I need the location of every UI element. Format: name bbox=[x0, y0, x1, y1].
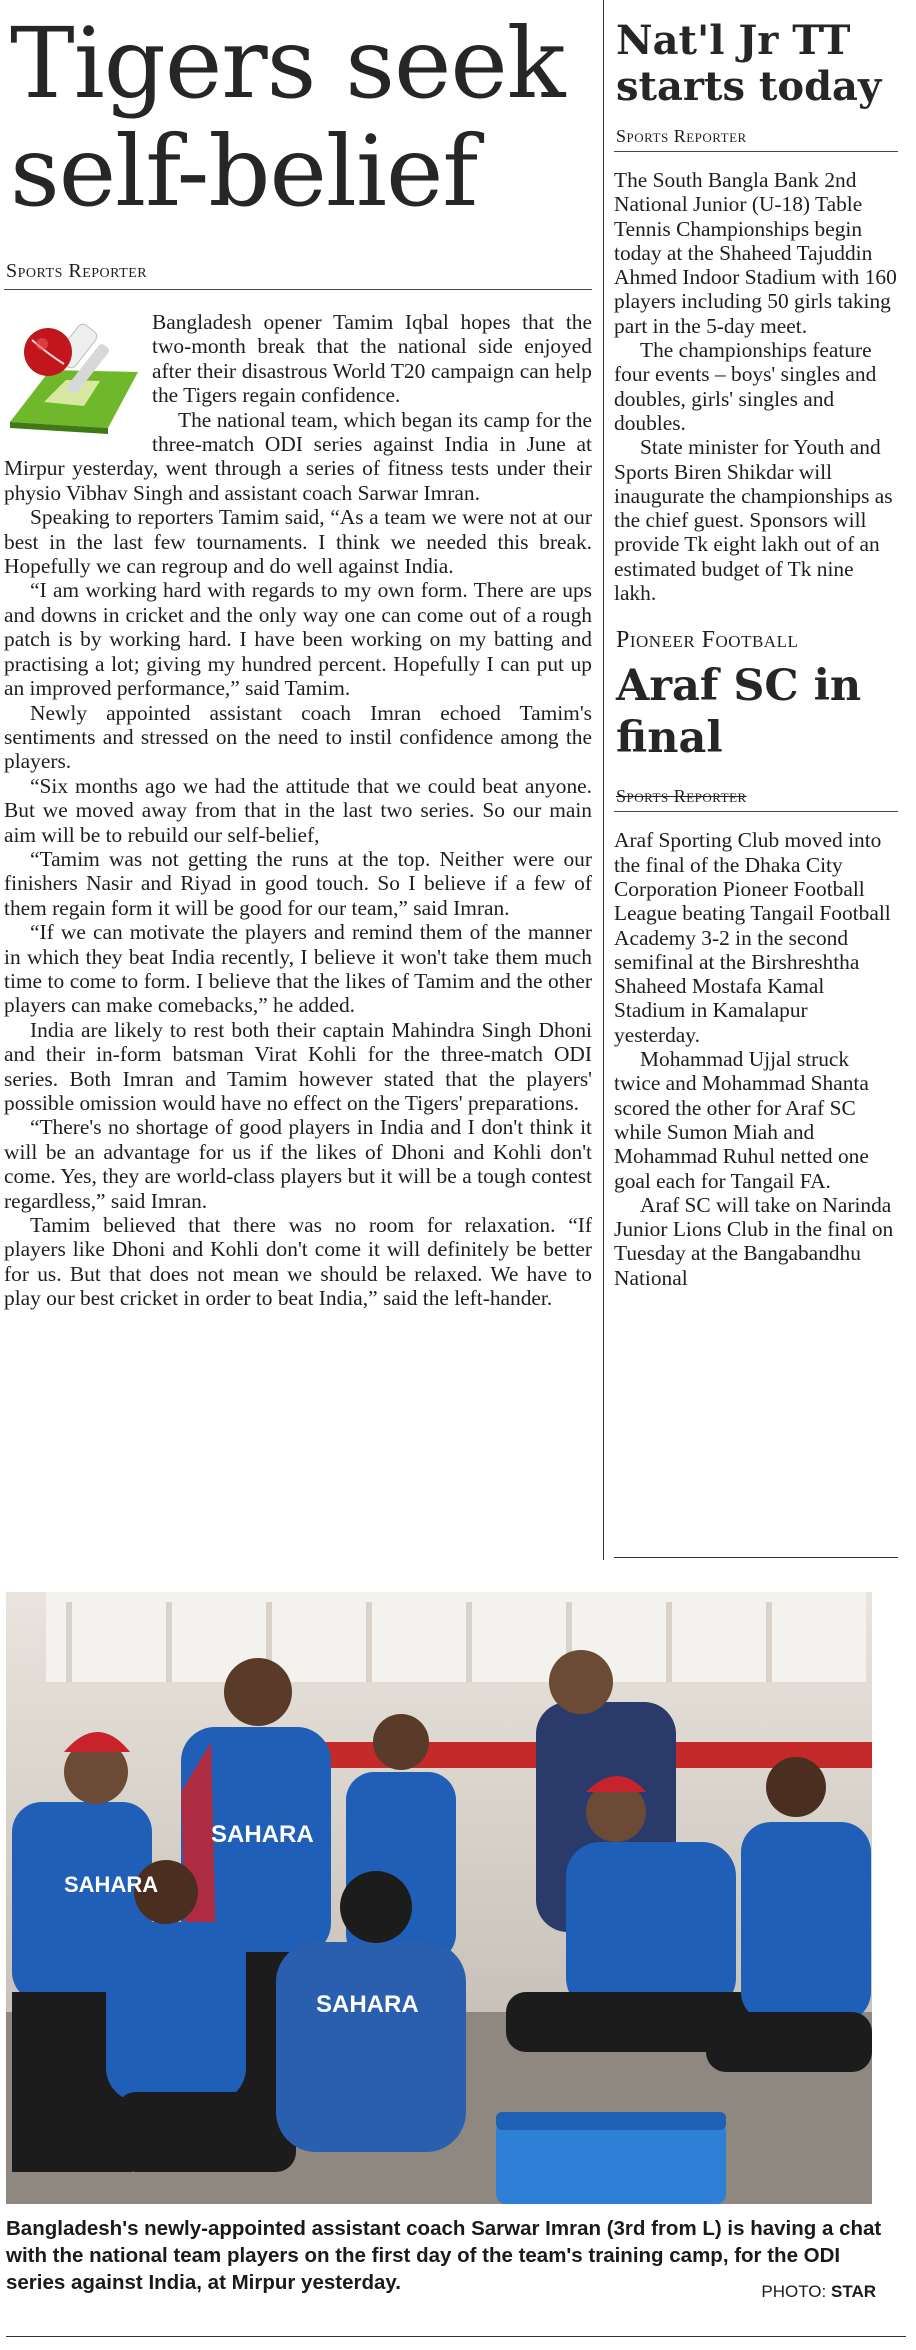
paragraph: “I am working hard with regards to my own form. There are ups and downs in cricket and the only way one can come out of a rough patch is by working hard. I have been working on my batting and practising a lot; giving my hundred percent. Hopefully I can put up an improved performance,” said Tamim. bbox=[4, 578, 592, 701]
jersey-text: SAHARA bbox=[211, 1821, 314, 1848]
photo-credit-label: PHOTO: bbox=[761, 2282, 827, 2301]
paragraph: Newly appointed assistant coach Imran echoed Tamim's sentiments and stressed on the need to instil confidence among the players. bbox=[4, 700, 592, 774]
cricket-icon bbox=[4, 310, 144, 440]
paragraph: “If we can motivate the players and remind them of the manner in which they beat India recently, I believe it won't take them much time to come to form. I believe that the likes of Tamim and the other players can make comebacks,” he added. bbox=[4, 920, 592, 1018]
jersey-text: SAHARA bbox=[64, 1872, 159, 1897]
main-headline: Tigers seek self-belief bbox=[10, 7, 565, 228]
bottom-rule bbox=[6, 2336, 906, 2337]
paragraph: Mohammad Ujjal struck twice and Mohammad Shanta scored the other for Araf SC while Sumon Miah and Mohammad Ruhul netted one goal each for Tangail FA. bbox=[614, 1047, 869, 1193]
cooler-box bbox=[496, 2122, 726, 2204]
photo-credit bbox=[761, 2282, 876, 2302]
byline-rule bbox=[4, 289, 592, 290]
football-kicker: Pioneer Football bbox=[616, 627, 799, 654]
team-training-photo bbox=[6, 1592, 872, 2204]
paragraph: “There's no shortage of good players in India and I don't think it will be an advantage for us if the likes of Dhoni and Kohli don't come. Yes, they are world-class players but it will be a tough contest regardless,” said Imran. bbox=[4, 1115, 592, 1213]
side-column bbox=[614, 0, 898, 1560]
football-byline-rule bbox=[614, 811, 898, 812]
tt-body bbox=[614, 168, 898, 605]
paragraph: State minister for Youth and Sports Biren Shikdar will inaugurate the championships as the chief guest. Sponsors will provide Tk eight lakh out of an estimated budget of Tk nine lakh. bbox=[614, 435, 893, 606]
paragraph: “Tamim was not getting the runs at the top. Neither were our finishers Nasir and Riyad in good touch. So I believe if a few of them regain form it will be good for our team,” said Imran. bbox=[4, 846, 592, 920]
column-divider bbox=[603, 0, 604, 1560]
paragraph: India are likely to rest both their captain Mahindra Singh Dhoni and their in-form batsman Virat Kohli for the three-match ODI series. Both Imran and Tamim however stated that the players' possible omission would have no effect on the Tigers' preparations. bbox=[4, 1017, 592, 1115]
photo-caption: Bangladesh's newly-appointed assistant coach Sarwar Imran (3rd from L) is having a chat with the national team players on the first day of the team's training camp, for the ODI series against India, at Mirpur yesterday. bbox=[6, 2217, 882, 2294]
photo-credit-name: STAR bbox=[830, 2282, 876, 2301]
paragraph: Speaking to reporters Tamim said, “As a team we were not at our best in the last few tournaments. I think we needed this break. Hopefully we can regroup and do well against India. bbox=[4, 505, 592, 579]
football-byline: Sports Reporter bbox=[616, 786, 747, 807]
paragraph: Bangladesh opener Tamim Iqbal hopes that the two-month break that the national side enjoyed after their disastrous World T20 campaign can help the Tigers regain confidence. bbox=[152, 310, 592, 408]
paragraph: Araf Sporting Club moved into the final of the Dhaka City Corporation Pioneer Football League beating Tangail Football Academy 3-2 in the second semifinal at the Birshreshtha Shaheed Mostafa Kamal Stadium in Kamalapur yesterday. bbox=[614, 828, 891, 1047]
football-headline: Araf SC in final bbox=[616, 661, 862, 764]
main-body bbox=[4, 310, 592, 1311]
paragraph: “Six months ago we had the attitude that we could beat anyone. But we moved away from that in the last two series. So our main aim will be to rebuild our self-belief, bbox=[4, 773, 592, 847]
paragraph: Tamim believed that there was no room for relaxation. “If players like Dhoni and Kohli don't come it will definitely be better for us. But that does not mean we should be relaxed. We have to play our best cricket in order to beat India,” said the left-hander. bbox=[4, 1213, 592, 1311]
main-story bbox=[4, 0, 592, 1580]
side-end-rule bbox=[614, 1557, 898, 1558]
tt-byline: Sports Reporter bbox=[616, 126, 747, 146]
paragraph: The South Bangla Bank 2nd National Junior (U-18) Table Tennis Championships begin today at the Shaheed Tajuddin Ahmed Indoor Stadium with 160 players including 50 girls taking part in the 5-day meet. bbox=[614, 168, 897, 338]
main-byline: Sports Reporter bbox=[6, 260, 148, 282]
paragraph: The championships feature four events – boys' singles and doubles, girls' singles and doubles. bbox=[614, 338, 877, 435]
jersey-text: SAHARA bbox=[316, 1991, 419, 2018]
tt-headline: Nat'l Jr TT starts today bbox=[616, 17, 882, 110]
paragraph: The national team, which began its camp for the three-match ODI series against India in June at Mirpur yesterday, went through a series of fitness tests under their physio Vibhav Singh and assistant coach Sarwar Imran. bbox=[4, 407, 592, 505]
paragraph: Araf SC will take on Narinda Junior Lions Club in the final on Tuesday at the Bangabandhu National bbox=[614, 1192, 894, 1290]
football-body bbox=[614, 828, 898, 1290]
tt-byline-rule bbox=[614, 151, 898, 152]
